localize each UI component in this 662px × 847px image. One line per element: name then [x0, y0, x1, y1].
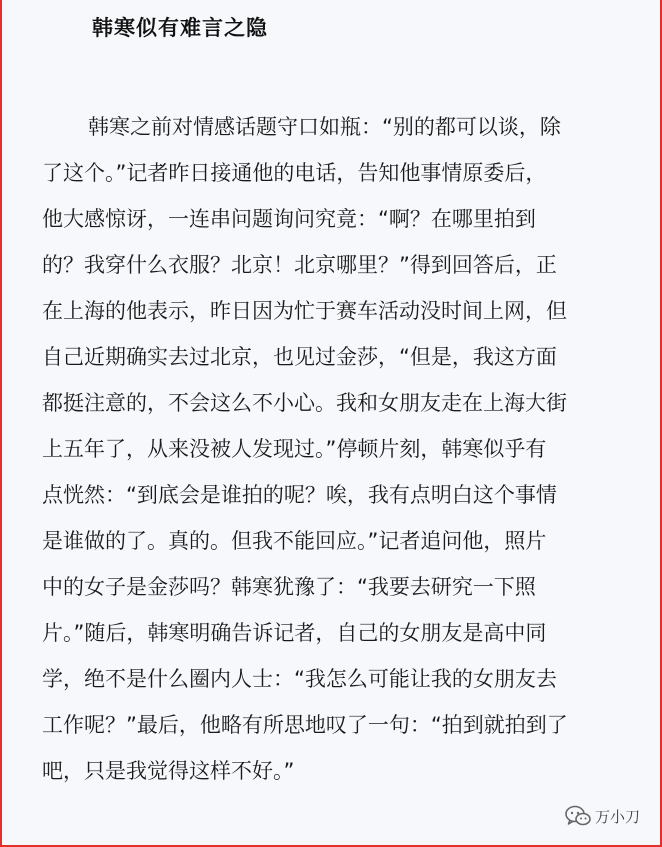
article-line: 点恍然：“到底会是谁拍的呢？唉，我有点明白这个事情 [42, 483, 557, 507]
article-line: 是谁做的了。真的。但我不能回应。”记者追问他，照片 [42, 529, 547, 553]
watermark [565, 805, 640, 827]
wechat-icon [565, 805, 591, 827]
article-line: 他大感惊讶，一连串问题询问究竟：“啊？在哪里拍到 [42, 207, 536, 231]
article-line: 吧，只是我觉得这样不好。” [42, 759, 295, 783]
watermark-text: 万小刀 [594, 807, 640, 826]
article-line: 的？我穿什么衣服？北京！北京哪里？”得到回答后，正 [42, 253, 557, 277]
article-line: 学，绝不是什么圈内人士：“我怎么可能让我的女朋友去 [42, 667, 557, 691]
article-line: 韩寒之前对情感话题守口如瓶：“别的都可以谈，除 [88, 115, 561, 139]
article-line: 了这个。”记者昨日接通他的电话，告知他事情原委后， [42, 161, 547, 185]
article-line: 片。”随后，韩寒明确告诉记者，自己的女朋友是高中同 [42, 621, 547, 645]
article-title: 韩寒似有难言之隐 [92, 16, 268, 40]
article-line: 都挺注意的，不会这么不小心。我和女朋友走在上海大街 [42, 391, 567, 415]
article-line: 上五年了，从来没被人发现过。”停顿片刻，韩寒似乎有 [42, 437, 547, 461]
article-line: 工作呢？”最后，他略有所思地叹了一句：“拍到就拍到了 [42, 713, 568, 737]
article-line: 自己近期确实去过北京，也见过金莎，“但是，我这方面 [42, 345, 557, 369]
article-line: 在上海的他表示，昨日因为忙于赛车活动没时间上网，但 [42, 299, 567, 323]
article-line: 中的女子是金莎吗？韩寒犹豫了：“我要去研究一下照 [42, 575, 536, 599]
